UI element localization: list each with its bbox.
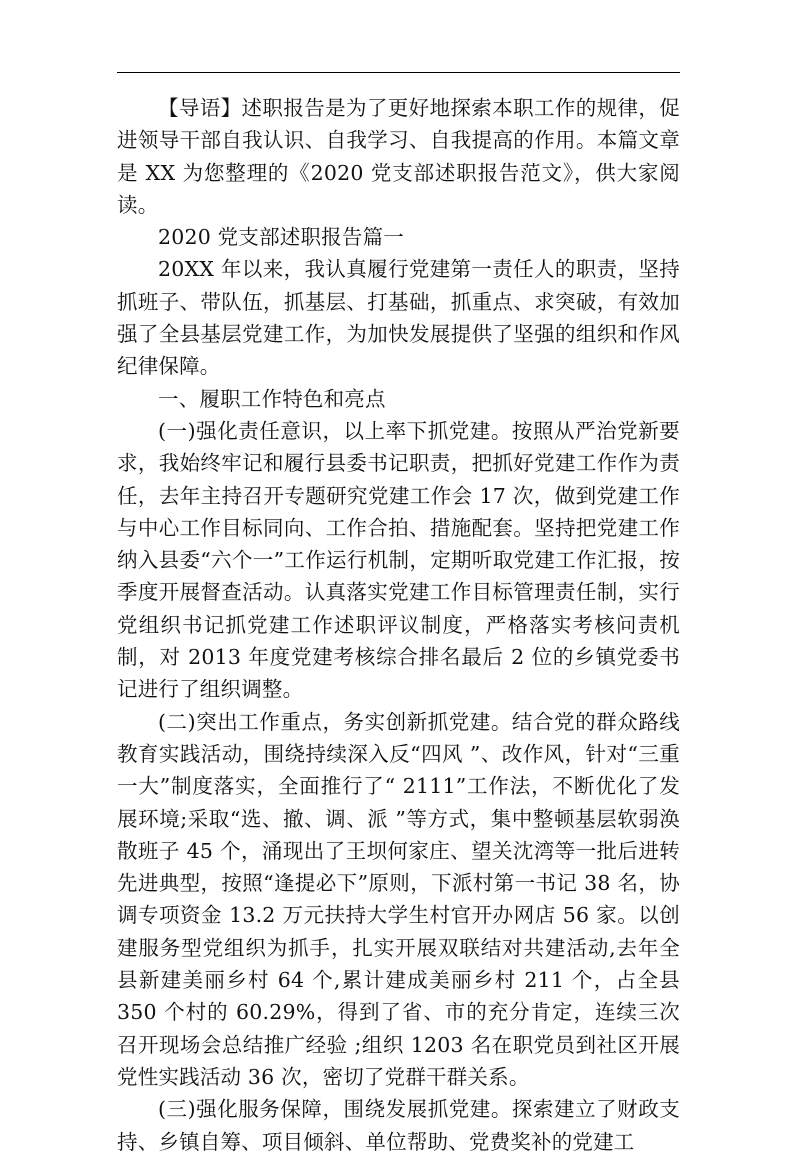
article-title: 2020 党支部述职报告篇一 (158, 225, 404, 250)
section-heading-1: 一、履职工作特色和亮点 (158, 386, 386, 411)
header-rule (117, 72, 680, 73)
body-paragraph-1: 20XX 年以来，我认真履行党建第一责任人的职责，坚持抓班子、带队伍，抓基层、打基础，抓重点、求突破，有效加强了全县基层党建工作，为加快发展提供了坚强的组织和作风纪律保障。 (117, 257, 680, 379)
document-body (117, 92, 680, 1158)
intro-paragraph: 【导语】述职报告是为了更好地探索本职工作的规律，促进领导干部自我认识、自我学习、自我提高的作用。本篇文章是 XX 为您整理的《2020 党支部述职报告范文》，供大家阅读。 (117, 96, 680, 217)
body-paragraph-2: (一)强化责任意识，以上率下抓党建。按照从严治党新要求，我始终牢记和履行县委书记职责，把抓好党建工作作为责任，去年主持召开专题研究党建工作会 17 次，做到党建工作与中心工作目标同向、工作合拍、措施配套。坚持把党建工作纳入县委“六个一”工作运行机制，定期听取党建工作汇报，按季度开展督查活动。认真落实党建工作目标管理责任制，实行党组织书记抓党建工作述职评议制度，严格落实考核问责机制，对 2013 年度党建考核综合排名最后 2 位的乡镇党委书记进行了组织调整。 (117, 418, 680, 702)
body-paragraph-3: (二)突出工作重点，务实创新抓党建。结合党的群众路线教育实践活动，围绕持续深入反“四风 ”、改作风，针对“三重一大”制度落实，全面推行了“ 2111”工作法，不断优化了发展环境;采取“选、撤、调、派 ”等方式，集中整顿基层软弱涣散班子 45 个，涌现出了王坝何家庄、望关沈湾等一批后进转先进典型，按照“逢提必下”原则，下派村第一书记 38 名，协调专项资金 13.2 万元扶持大学生村官开办网店 56 家。以创建服务型党组织为抓手，扎实开展双联结对共建活动,去年全县新建美丽乡村 64 个,累计建成美丽乡村 211 个，占全县 350 个村的 60.29%，得到了省、市的充分肯定，连续三次召开现场会总结推广经验 ;组织 1203 名在职党员到社区开展党性实践活动 36 次，密切了党群干群关系。 (117, 709, 680, 1089)
body-paragraph-4: (三)强化服务保障，围绕发展抓党建。探索建立了财政支持、乡镇自筹、项目倾斜、单位帮助、党费奖补的党建工 (117, 1097, 680, 1154)
